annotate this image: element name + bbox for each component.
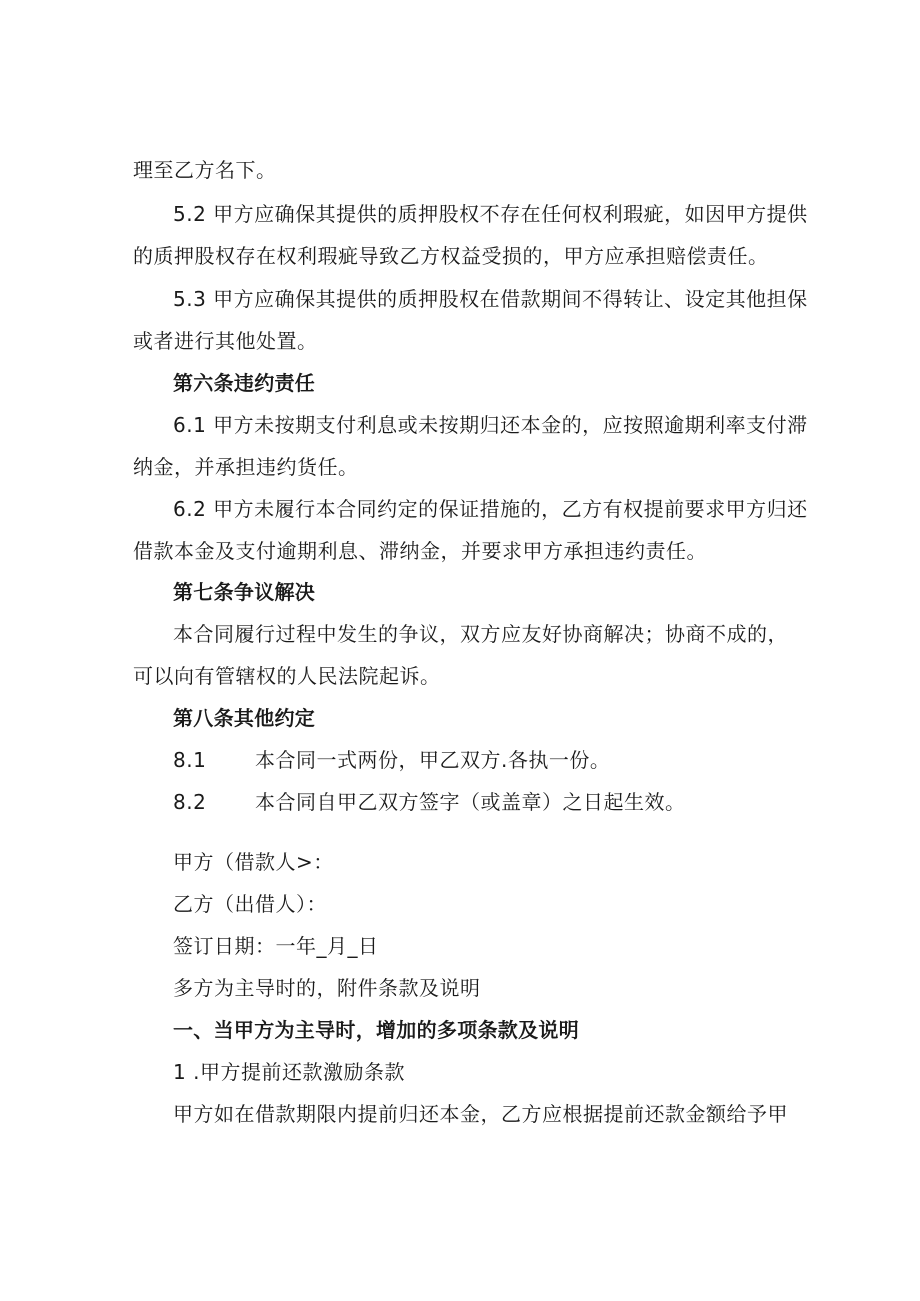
- party-b-signature: 乙方（出借人）：: [173, 892, 327, 916]
- clause-5-2-line2: 的质押股权存在权利瑕疵导致乙方权益受损的，甲方应承担赔偿责任。: [133, 244, 769, 268]
- clause-8-2-number: 8.2: [173, 790, 207, 814]
- clause-8-2: [173, 788, 686, 816]
- continued-text: 理至乙方名下。: [133, 158, 277, 182]
- clause-8-1-text: 本合同一式两份，甲乙双方.各执一份。: [255, 748, 611, 772]
- clause-6-2-line1: 6.2 甲方未履行本合同约定的保证措施的，乙方有权提前要求甲方归还: [173, 497, 808, 521]
- clause-5-3-line2: 或者进行其他处置。: [133, 329, 318, 353]
- article-7-line1: 本合同履行过程中发生的争议，双方应友好协商解决；协商不成的，: [173, 622, 788, 646]
- party-a-signature: 甲方（借款人>：: [173, 850, 334, 874]
- signing-date: 签订日期：一年_月_日: [173, 934, 379, 958]
- clause-6-1-line1: 6.1 甲方未按期支付利息或未按期归还本金的，应按照逾期利率支付滞: [173, 413, 808, 437]
- article-8-title: 第八条其他约定: [173, 706, 316, 730]
- article-7-title: 第七条争议解决: [173, 580, 316, 604]
- clause-8-1: [173, 746, 610, 774]
- clause-6-1-line2: 纳金，并承担违约货任。: [133, 455, 359, 479]
- clause-8-1-number: 8.1: [173, 748, 207, 772]
- clause-8-2-text: 本合同自甲乙双方签字（或盖章）之日起生效。: [255, 790, 686, 814]
- appendix-item-1-title: 1 .甲方提前还款激励条款: [173, 1060, 405, 1084]
- appendix-intro: 多方为主导时的，附件条款及说明: [173, 976, 481, 1000]
- appendix-section-title: 一、当甲方为主导时，增加的多项条款及说明: [173, 1018, 579, 1042]
- appendix-item-1-text: 甲方如在借款期限内提前归还本金，乙方应根据提前还款金额给予甲: [173, 1102, 788, 1126]
- clause-5-3-line1: 5.3 甲方应确保其提供的质押股权在借款期间不得转让、设定其他担保: [173, 287, 808, 311]
- clause-5-2-line1: 5.2 甲方应确保其提供的质押股权不存在任何权利瑕疵，如因甲方提供: [173, 202, 808, 226]
- article-6-title: 第六条违约责任: [173, 371, 316, 395]
- article-7-line2: 可以向有管辖权的人民法院起诉。: [133, 664, 441, 688]
- clause-6-2-line2: 借款本金及支付逾期利息、滞纳金，并要求甲方承担违约责任。: [133, 539, 707, 563]
